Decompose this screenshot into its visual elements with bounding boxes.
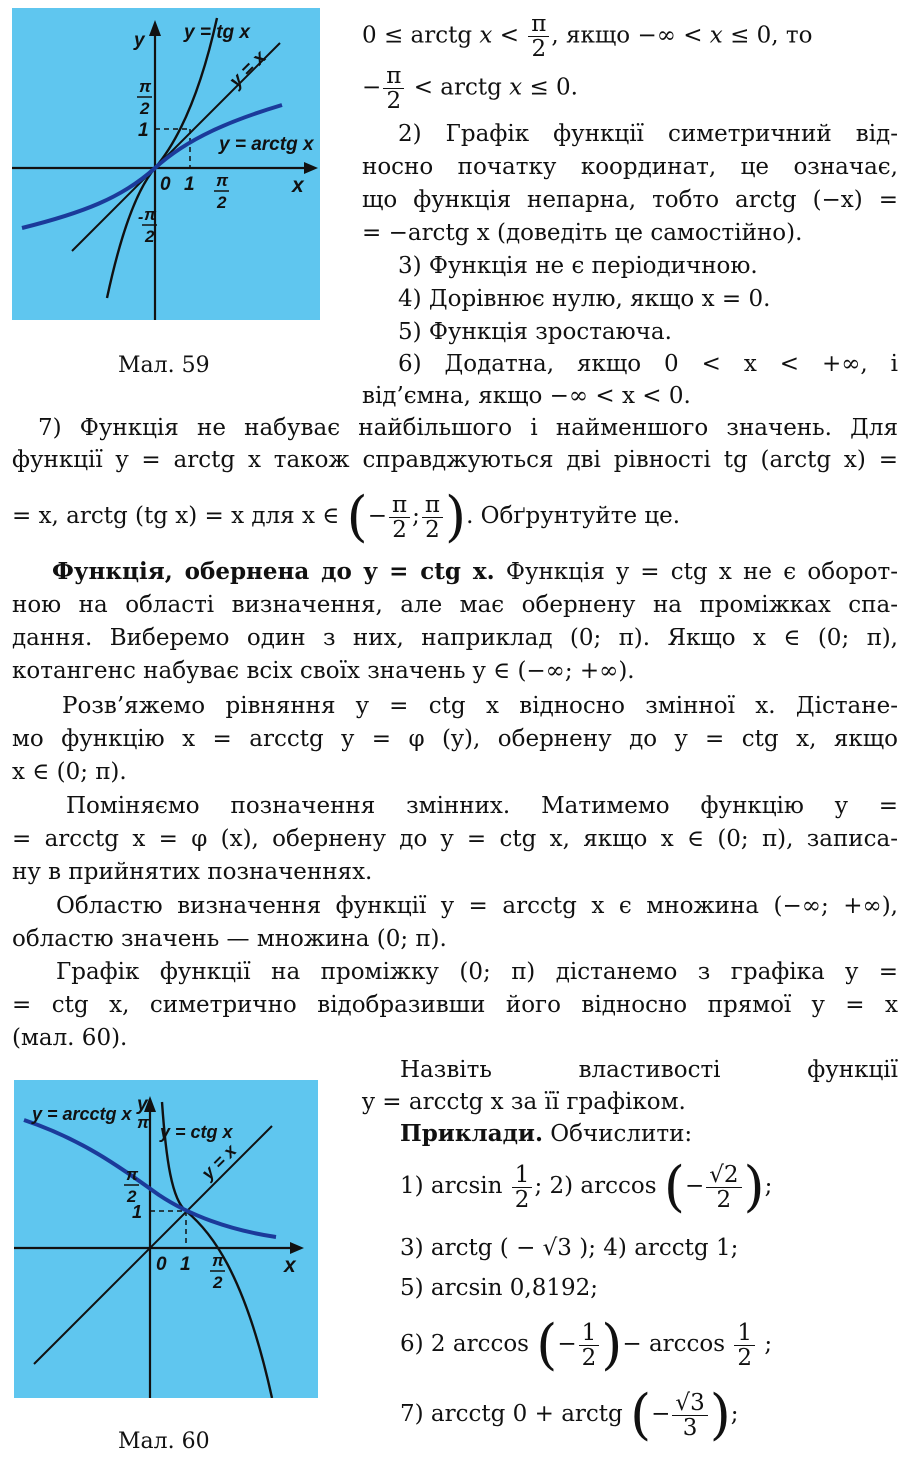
property-7-line3: = x, arctg (tg x) = x для x ∈ (− $\frac{\pi}{2}$ ; $\frac{\pi}{2}$ ). Обґрунтуйте це. bbox=[12, 485, 681, 548]
domain-line1: Областю визначення функції y = arcctg x є множина (−∞; +∞), bbox=[56, 893, 898, 919]
line-arctg-range-1: 0 ≤ arctg x < $\frac{\pi}{2}$ , якщо −∞ < x ≤ 0, то bbox=[362, 11, 813, 62]
label-two-x: 2 bbox=[217, 193, 227, 212]
label-pi: π bbox=[137, 1113, 150, 1132]
rename-line3: ну в прийнятих позначеннях. bbox=[12, 859, 373, 885]
graph-line3: (мал. 60). bbox=[12, 1025, 128, 1051]
example-3-4: 3) arctg ( − √3 ); 4) arcctg 1; bbox=[400, 1235, 739, 1261]
property-6-line1: 6) Додатна, якщо 0 < x < +∞, і bbox=[398, 351, 898, 377]
property-2-line3: що функція непарна, тобто arctg (−x) = bbox=[362, 187, 898, 213]
caption-fig-60: Мал. 60 bbox=[118, 1429, 210, 1454]
solve-line1: Розв’яжемо рівняння y = ctg x відносно змінної x. Дістане- bbox=[62, 693, 898, 719]
figure-59 bbox=[12, 8, 320, 320]
example-1-2: 1) arcsin $\frac{1}{2}$ ; 2) arccos (− $\frac{√2}{2}$ ); bbox=[400, 1155, 773, 1218]
label-arctg: y = arctg x bbox=[219, 134, 314, 155]
graph-line1: Графік функції на проміжку (0; π) дістанемо з графіка y = bbox=[56, 959, 898, 985]
label-x: x bbox=[292, 174, 304, 197]
label-two: 2 bbox=[140, 99, 150, 118]
section-arcctg-line2: ною на області визначення, але має обернену на проміжках спа- bbox=[12, 592, 898, 618]
rename-line1: Поміняємо позначення змінних. Матимемо функцію y = bbox=[66, 793, 898, 819]
label-pi-over-2-x: π bbox=[216, 171, 229, 190]
property-4: 4) Дорівнює нулю, якщо x = 0. bbox=[398, 286, 771, 312]
label-pi-over-2: π bbox=[139, 77, 152, 96]
label-ctg: y = ctg x bbox=[160, 1122, 233, 1142]
section-arcctg-line3: дання. Виберемо один з них, наприклад (0; π). Якщо x ∈ (0; π), bbox=[12, 625, 898, 651]
property-3: 3) Функція не є періодичною. bbox=[398, 253, 758, 279]
property-7-line2: функції y = arctg x також справджуються дві рівності tg (arctg x) = bbox=[12, 447, 898, 473]
section-arcctg-line4: котангенс набуває всіх своїх значень y ∈ (−∞; +∞). bbox=[12, 658, 635, 684]
rename-line2: = arcctg x = φ (x), обернену до y = ctg x, якщо x ∈ (0; π), записа- bbox=[12, 826, 898, 852]
property-2-line2: носно початку координат, це означає, bbox=[362, 154, 898, 180]
solve-line2: мо функцію x = arcctg y = φ (y), обернену до y = ctg x, якщо bbox=[12, 726, 898, 752]
graph-line2: = ctg x, симетрично відобразивши його відносно прямої y = x bbox=[12, 992, 898, 1018]
label-neg-two: 2 bbox=[145, 227, 155, 246]
property-2-line1: 2) Графік функції симетричний від- bbox=[398, 121, 898, 147]
fraction-pi-2: $\frac{\pi}{2}$ bbox=[528, 12, 549, 61]
fraction-pi-2: $\frac{\pi}{2}$ bbox=[389, 493, 410, 542]
fraction-pi-2: $\frac{\pi}{2}$ bbox=[422, 493, 443, 542]
label-y-eq-x: y = x bbox=[225, 46, 271, 93]
property-5: 5) Функція зростаюча. bbox=[398, 319, 672, 345]
section-arcctg-line1: Функція, обернена до y = ctg x. Функція y = ctg x не є оборот- bbox=[52, 558, 898, 585]
label-one-x: 1 bbox=[184, 174, 195, 195]
label-y: y bbox=[134, 30, 145, 51]
fraction-sqrt3-3: $\frac{√3}{3}$ bbox=[672, 1391, 707, 1440]
example-5: 5) arcsin 0,8192; bbox=[400, 1275, 599, 1301]
x-axis-arrow-icon bbox=[290, 1242, 304, 1254]
label-two-x: 2 bbox=[213, 1273, 223, 1292]
curve-ctg bbox=[162, 1102, 272, 1398]
fraction-pi-2: $\frac{\pi}{2}$ bbox=[383, 64, 404, 113]
example-6: 6) 2 arccos (− $\frac{1}{2}$ )− arccos $\frac{1}{2}$ ; bbox=[400, 1313, 773, 1376]
fraction-1-2: $\frac{1}{2}$ bbox=[579, 1321, 600, 1370]
property-6-line2: від’ємна, якщо −∞ < x < 0. bbox=[362, 383, 691, 409]
label-neg-pi: π bbox=[144, 205, 157, 224]
fraction-1-2: $\frac{1}{2}$ bbox=[734, 1321, 755, 1370]
label-pi-over-2-x: π bbox=[212, 1251, 225, 1270]
question-line1: Назвіть властивості функції bbox=[400, 1057, 898, 1083]
label-one-y: 1 bbox=[138, 120, 149, 141]
y-axis-arrow-icon bbox=[149, 20, 161, 36]
label-y: y bbox=[137, 1094, 148, 1115]
line-y-equals-x bbox=[34, 1126, 272, 1364]
label-minus-sign: - bbox=[138, 209, 144, 226]
property-2-line4: = −arctg x (доведіть це самостійно). bbox=[362, 220, 803, 246]
curve-tg bbox=[107, 18, 217, 298]
caption-fig-59: Мал. 59 bbox=[118, 353, 210, 378]
fraction-1-2: $\frac{1}{2}$ bbox=[512, 1163, 533, 1212]
label-y-eq-x: y = x bbox=[197, 1140, 241, 1184]
label-zero: 0 bbox=[160, 174, 171, 195]
fraction-sqrt2-2: $\frac{√2}{2}$ bbox=[706, 1163, 741, 1212]
label-zero: 0 bbox=[156, 1254, 167, 1275]
line-arctg-range-2: − $\frac{\pi}{2}$ < arctg x ≤ 0. bbox=[362, 63, 578, 114]
question-line2: y = arcctg x за її графіком. bbox=[362, 1089, 686, 1115]
solve-line3: x ∈ (0; π). bbox=[12, 759, 127, 785]
examples-heading: Приклади. Обчислити: bbox=[400, 1120, 693, 1147]
label-one-x: 1 bbox=[180, 1254, 191, 1275]
figure-60 bbox=[14, 1080, 318, 1398]
property-7-line1: 7) Функція не набуває найбільшого і найменшого значень. Для bbox=[38, 415, 898, 441]
label-one-y: 1 bbox=[132, 1202, 143, 1222]
x-axis-arrow-icon bbox=[304, 162, 318, 174]
label-two: 2 bbox=[127, 1187, 137, 1206]
domain-line2: областю значень — множина (0; π). bbox=[12, 926, 447, 952]
example-7: 7) arcctg 0 + arctg (− $\frac{√3}{3}$ ); bbox=[400, 1383, 739, 1446]
label-pi-over-2: π bbox=[126, 1165, 139, 1184]
label-arcctg: y = arcctg x bbox=[32, 1104, 132, 1124]
label-tg: y = tg x bbox=[184, 22, 250, 43]
label-x: x bbox=[284, 1254, 296, 1277]
